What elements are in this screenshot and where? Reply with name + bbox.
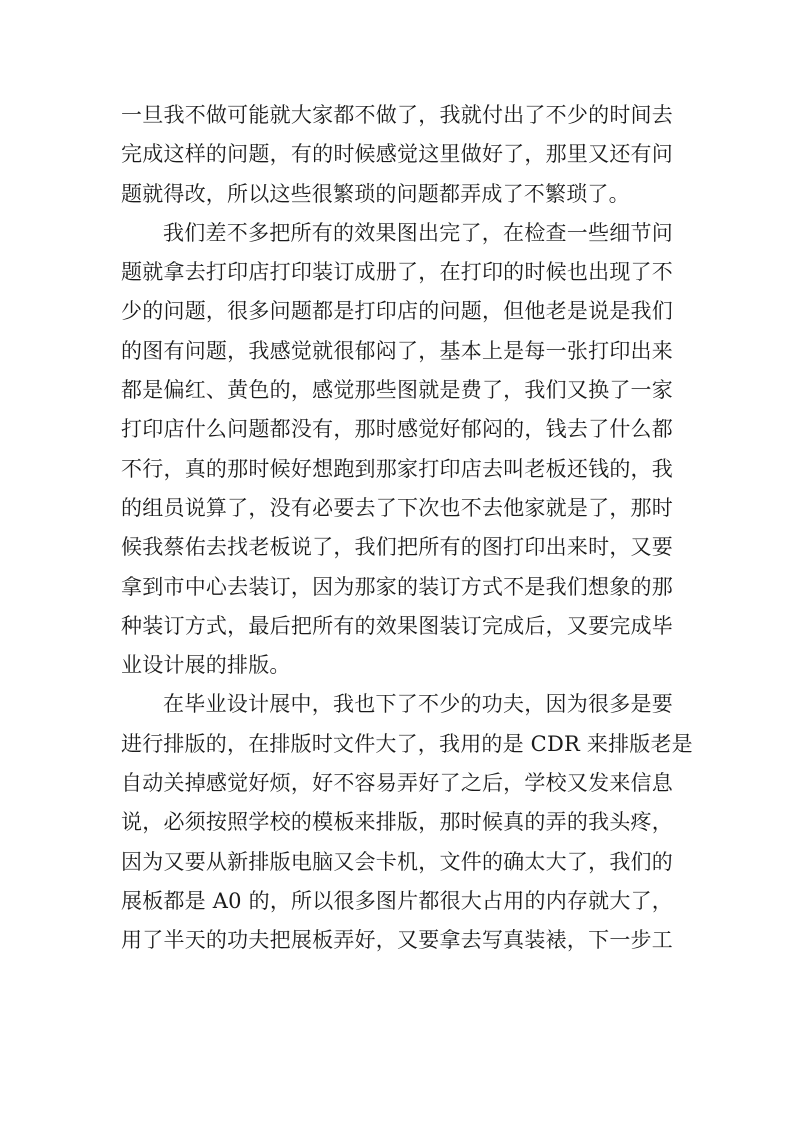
text-line: 题就得改，所以这些很繁琐的问题都弄成了不繁琐了。 <box>121 181 630 206</box>
text-line: 自动关掉感觉好烦，好不容易弄好了之后，学校又发来信息 <box>121 771 673 796</box>
paragraph-3 <box>121 685 693 960</box>
text-line: 因为又要从新排版电脑又会卡机，文件的确太大了，我们的 <box>121 849 673 874</box>
text-line: 的组员说算了，没有必要去了下次也不去他家就是了，那时 <box>121 495 673 520</box>
paragraph-1 <box>121 96 673 214</box>
text-line: 进行排版的，在排版时文件大了，我用的是 CDR 来排版老是 <box>121 731 693 756</box>
text-line: 的图有问题，我感觉就很郁闷了，基本上是每一张打印出来 <box>121 338 673 363</box>
text-line: 题就拿去打印店打印装订成册了，在打印的时候也出现了不 <box>121 260 673 285</box>
text-line: 说，必须按照学校的模板来排版，那时候真的弄的我头疼， <box>121 810 673 835</box>
text-line: 展板都是 A0 的，所以很多图片都很大占用的内存就大了， <box>121 888 673 913</box>
text-line: 拿到市中心去装订，因为那家的装订方式不是我们想象的那 <box>121 574 673 599</box>
text-line: 打印店什么问题都没有，那时感觉好郁闷的，钱去了什么都 <box>121 417 673 442</box>
text-line: 我们差不多把所有的效果图出完了，在检查一些细节问 <box>163 220 673 245</box>
text-line: 候我蔡佑去找老板说了，我们把所有的图打印出来时，又要 <box>121 535 673 560</box>
text-line: 用了半天的功夫把展板弄好，又要拿去写真装裱，下一步工 <box>121 928 673 953</box>
text-line: 业设计展的排版。 <box>121 653 291 678</box>
document-body <box>121 96 693 961</box>
text-line: 在毕业设计展中，我也下了不少的功夫，因为很多是要 <box>163 692 673 717</box>
paragraph-2 <box>121 214 673 686</box>
text-line: 少的问题，很多问题都是打印店的问题，但他老是说是我们 <box>121 299 673 324</box>
text-line: 一旦我不做可能就大家都不做了，我就付出了不少的时间去 <box>121 103 673 127</box>
text-line: 不行，真的那时候好想跑到那家打印店去叫老板还钱的，我 <box>121 456 673 481</box>
text-line: 完成这样的问题，有的时候感觉这里做好了，那里又还有问 <box>121 142 673 167</box>
text-line: 都是偏红、黄色的，感觉那些图就是费了，我们又换了一家 <box>121 378 673 403</box>
text-line: 种装订方式，最后把所有的效果图装订完成后，又要完成毕 <box>121 613 673 638</box>
